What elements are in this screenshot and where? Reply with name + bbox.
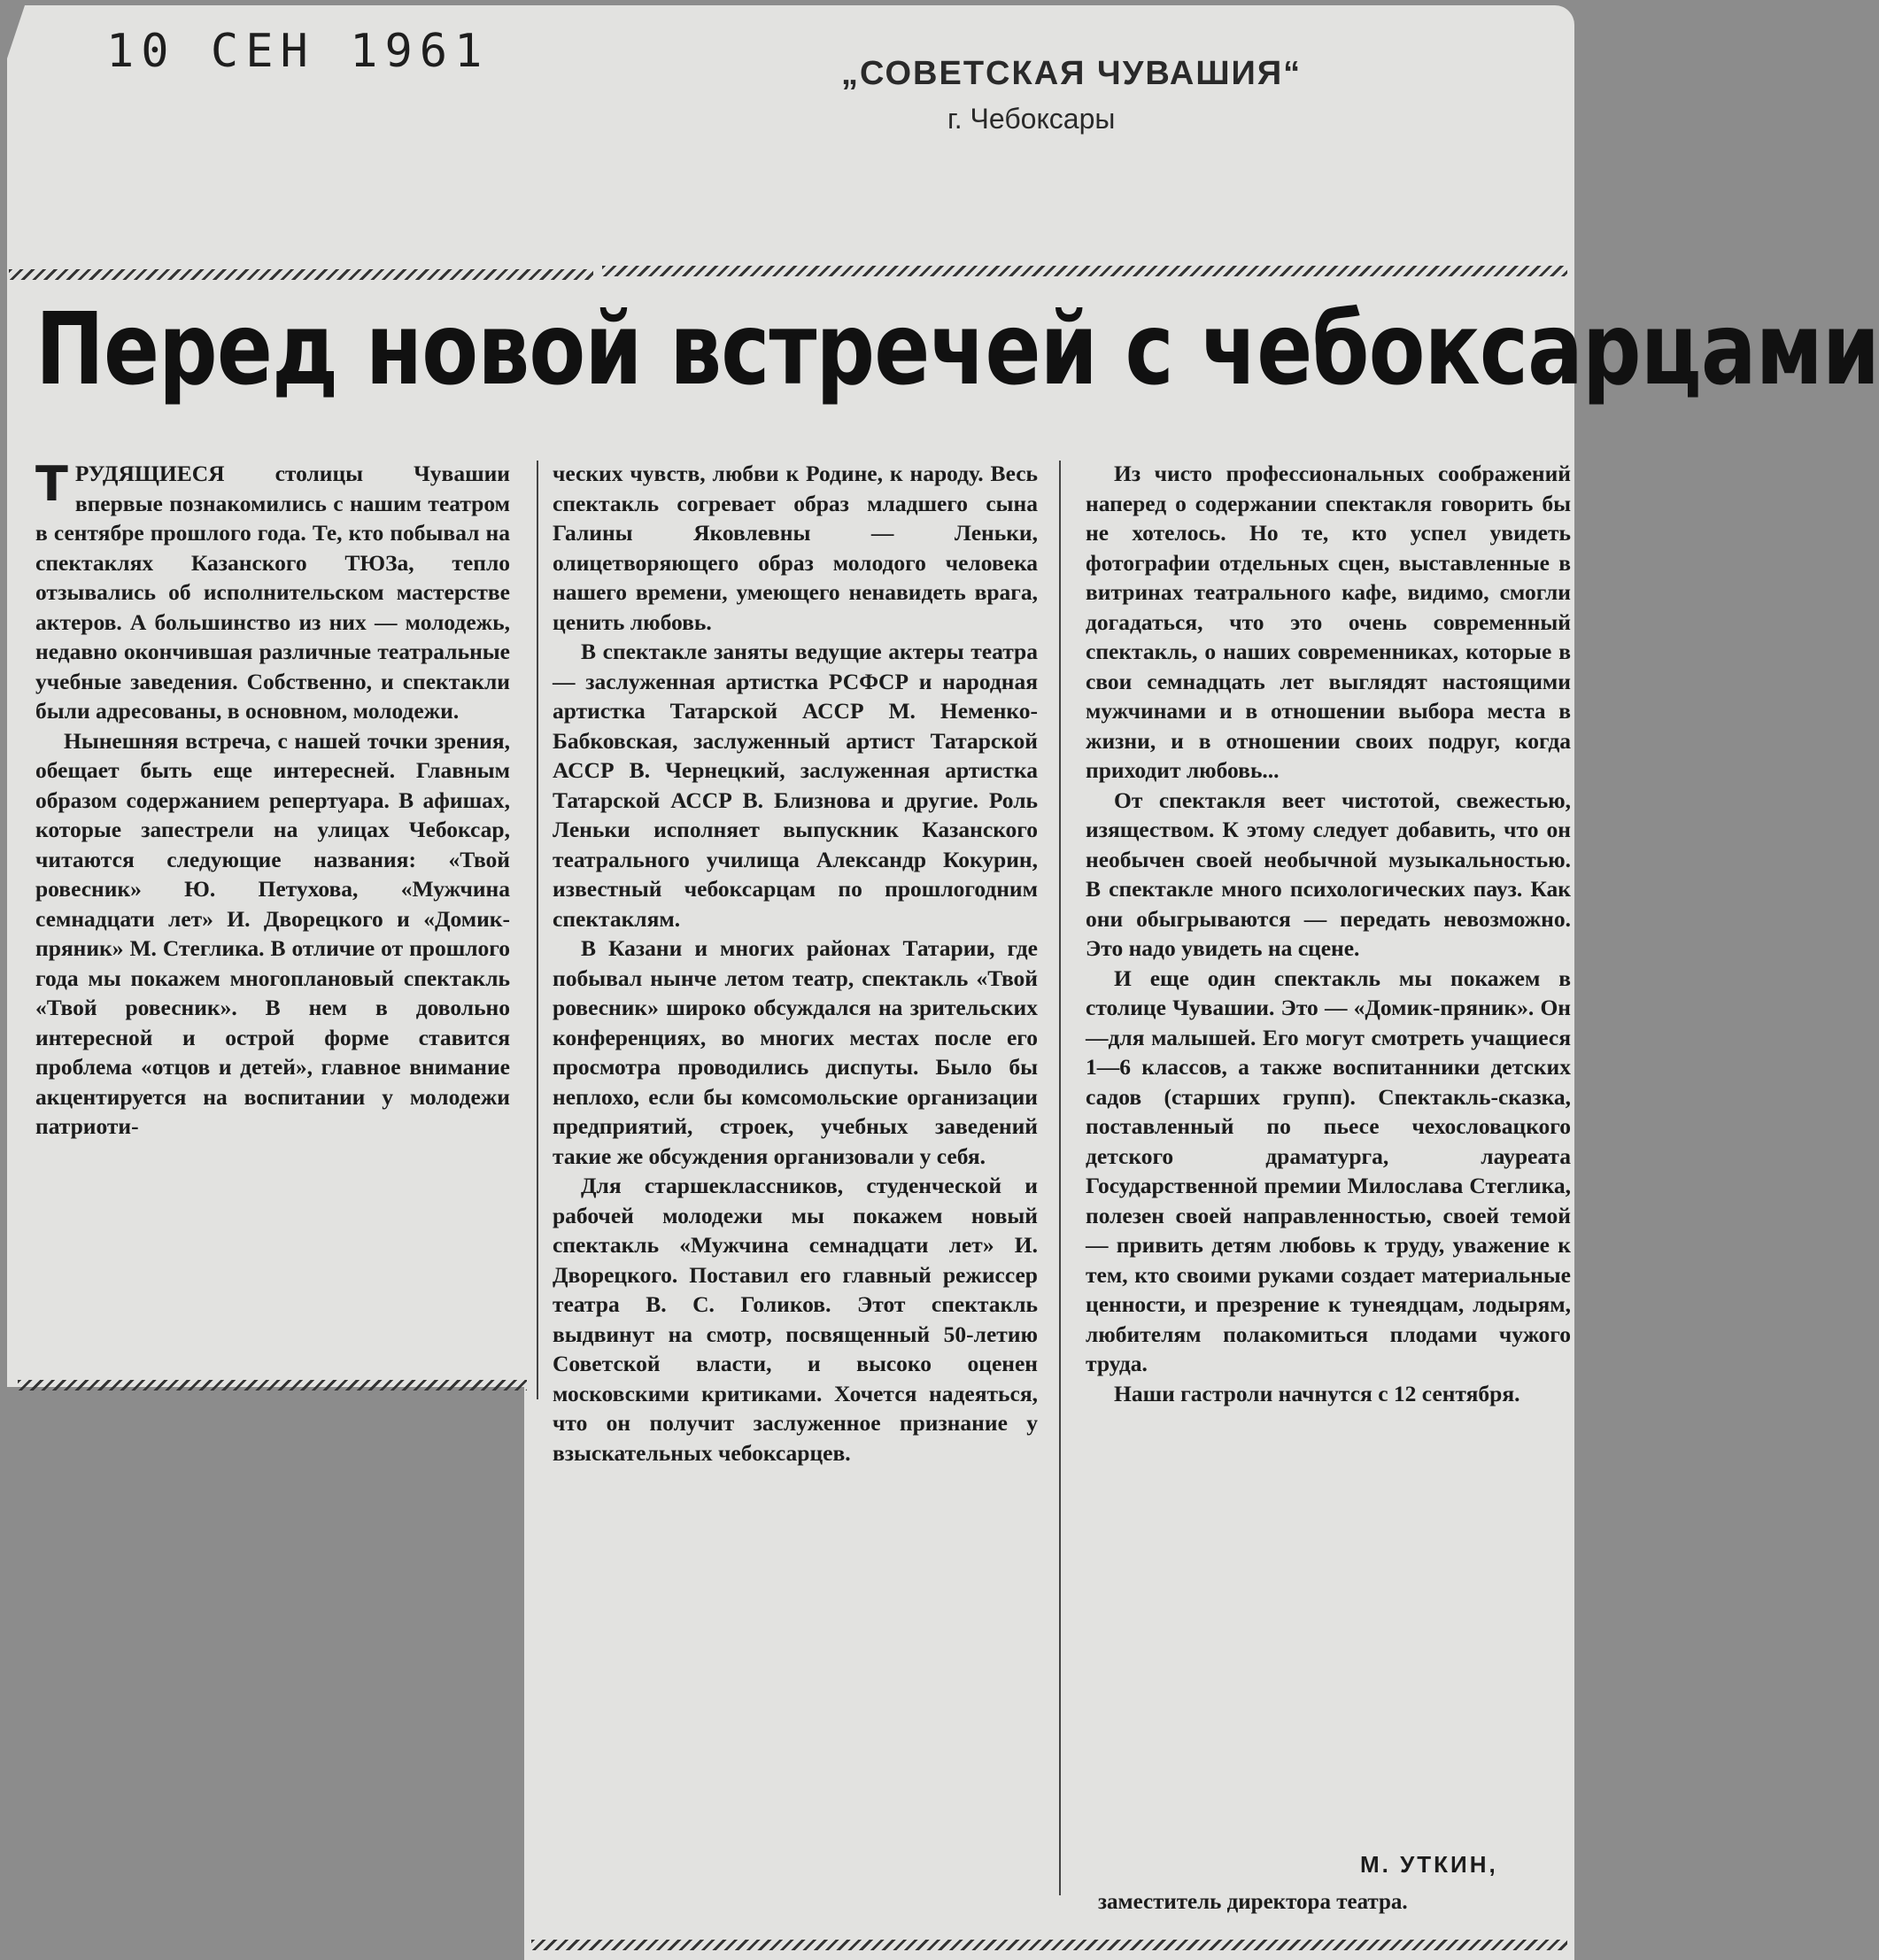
divider-col1-bottom [18, 1380, 527, 1391]
column-3 [1086, 459, 1571, 1408]
headline: Перед новой встречей с чебоксарцами [35, 292, 1879, 407]
col3-paragraph-4: Наши гастроли начнутся с 12 сентября. [1114, 1380, 1520, 1406]
col3-paragraph-3: И еще один спектакль мы покажем в столице Чувашии. Это — «Домик-пряник». Он—для малышей. Его могут смотреть учащиеся 1—6 классов, а также воспитанники детских садов (старших групп). Спектакль-сказка, поставленный по пьесе чехословацкого детского драматурга, лауреата Государственной премии Милослава Стеглика, полезен своей направленностью, своей темой — привить детям любовь к труду, уважение к тем, кто своими руками создает материальные ценности, и презрение к тунеядцам, лодырям, любителям полакомиться плодами чужого труда. [1086, 965, 1571, 1376]
column-rule-2 [1059, 461, 1061, 1895]
col2-paragraph-4: Для старшеклассников, студенческой и рабочей молодежи мы покажем новый спектакль «Мужчина семнадцати лет» И. Дворецкого. Поставил его главный режиссер театра В. С. Голиков. Этот спектакль выдвинут на смотр, посвященный 50-летию Советской власти, и высоко оценен московскими критиками. Хочется надеяться, что он получит заслуженное признание у взыскательных чебоксарцев. [553, 1173, 1038, 1466]
col3-paragraph-1: Из чисто профессиональных соображений наперед о содержании спектакля говорить бы не хотелось. Но те, кто успел увидеть фотографии отдельных сцен, выставленные в витринах театрального кафе, видимо, смогли догадаться, что это очень современный спектакль, о наших современниках, которые в свои семнадцать лет выглядят настоящими мужчинами и в отношении выбора места в жизни, и в отношении своих подруг, когда приходит любовь... [1086, 461, 1571, 783]
col1-paragraph-2: Нынешняя встреча, с нашей точки зрения, обещает быть еще интересней. Главным образом содержанием репертуара. В афишах, которые запестрели на улицах Чебоксар, читаются следующие названия: «Твой ровесник» Ю. Петухова, «Мужчина семнадцати лет» И. Дворецкого и «Домик-пряник» М. Стеглика. В отличие от прошлого года мы покажем многоплановый спектакль «Твой ровесник». В нем в довольно интересной и острой форме ставится проблема «отцов и детей», главное внимание акцентируется на воспитании у молодежи патриоти- [35, 727, 510, 1139]
col2-paragraph-3: В Казани и многих районах Татарии, где побывал нынче летом театр, спектакль «Твой ровесник» широко обсуждался на зрительских конференциях, во многих местах после его просмотра проводились диспуты. Было бы неплохо, если бы комсомольские организации предприятий, строек, учебных заведений такие же обсуждения организовали у себя. [553, 935, 1038, 1169]
col1-paragraph-1: РУДЯЩИЕСЯ столицы Чувашии впервые познакомились с нашим театром в сентябре прошлого года. Те, кто побывал на спектаклях Казанского ТЮЗа, тепло отзывались об исполнительском мастерстве актеров. А большинство из них — молодежь, недавно окончившая различные театральные учебные заведения. Собственно, и спектакли были адресованы, в основном, молодежи. [35, 461, 510, 724]
author-name: М. УТКИН, [1360, 1851, 1498, 1878]
col2-paragraph-1: ческих чувств, любви к Родине, к народу. Весь спектакль согревает образ младшего сына Галины Яковлевны — Леньки, олицетворяющего образ молодого человека нашего времени, умеющего ненавидеть врага, ценить любовь. [553, 461, 1038, 635]
column-rule-1 [537, 461, 538, 1399]
column-1 [35, 456, 510, 1142]
column-2 [553, 459, 1038, 1468]
author-position: заместитель директора театра. [1098, 1890, 1408, 1914]
corner-tear [0, 0, 27, 80]
date-stamp: 10 СЕН 1961 [106, 25, 490, 78]
drop-cap: Т [35, 456, 68, 512]
divider-top-right [602, 266, 1567, 276]
col2-paragraph-2: В спектакле заняты ведущие актеры театра — заслуженная артистка РСФСР и народная артистка Татарской АССР М. Неменко-Бабковская, заслуженный артист Татарской АССР В. Чернецкий, заслуженная артистка Татарской АССР В. Близнова и другие. Роль Леньки исполняет выпускник Казанского театрального училища Александр Кокурин, известный чебоксарцам по прошлогодним спектаклям. [553, 639, 1038, 932]
divider-top-left [9, 269, 593, 280]
newspaper-name: „СОВЕТСКАЯ ЧУВАШИЯ“ [841, 55, 1303, 92]
col3-paragraph-2: От спектакля веет чистотой, свежестью, изяществом. К этому следует добавить, что он необычен своей необычной музыкальностью. В спектакле много психологических пауз. Как они обыгрываются — передать невозможно. Это надо увидеть на сцене. [1086, 786, 1571, 961]
divider-bottom [531, 1940, 1567, 1950]
newspaper-city: г. Чебоксары [947, 103, 1116, 135]
